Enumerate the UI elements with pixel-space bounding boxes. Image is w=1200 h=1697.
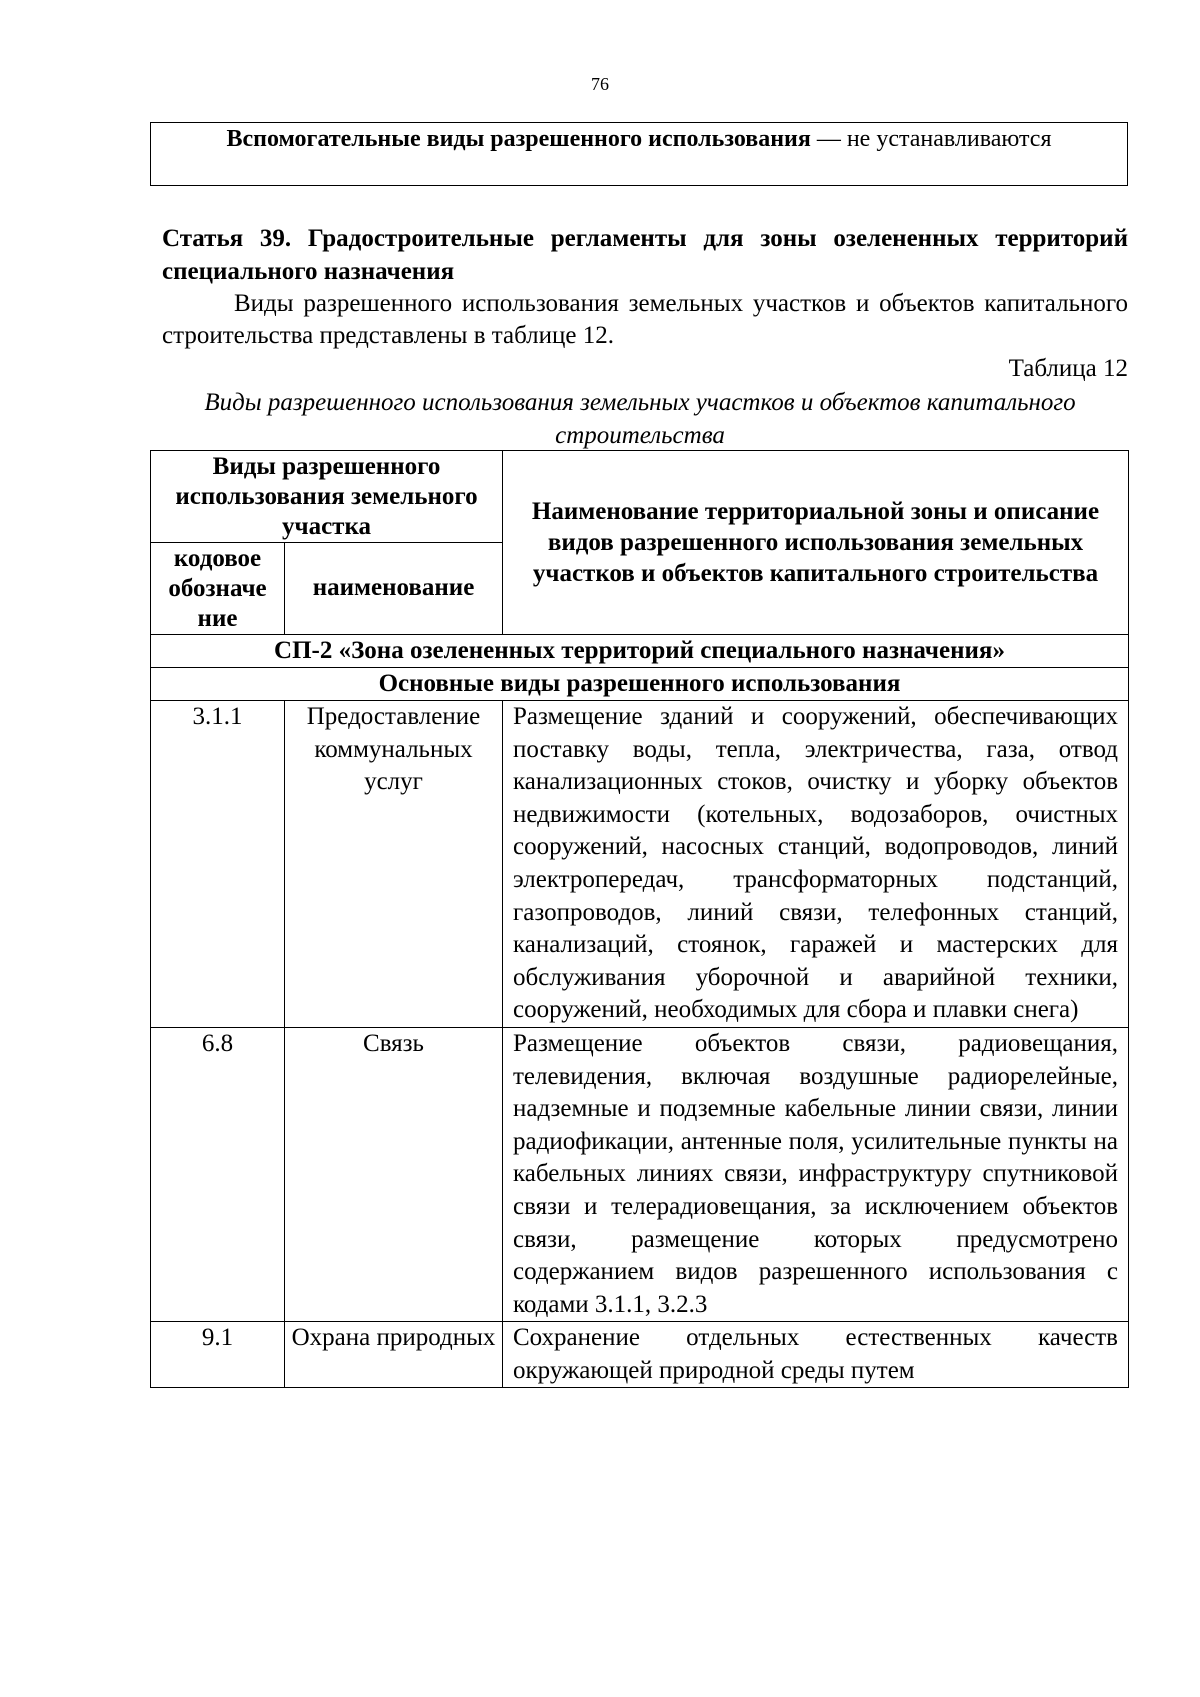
intro-paragraph: Виды разрешенного использования земельных участков и объектов капитального строительства представлены в таблице 12. [162, 290, 1128, 349]
row-description: Размещение зданий и сооружений, обеспечивающих поставку воды, тепла, электричества, газа, отвод канализационных стоков, очистку и уборку объектов недвижимости (котельных, водозаборов, очистных сооружений, насосных станций, водопроводов, линий электропередач, трансформаторных подстанций, газопроводов, линий связи, телефонных станций, канализаций, стоянок, гаражей и мастерских для обслуживания уборочной и аварийной техники, сооружений, необходимых для сбора и плавки снега) [503, 701, 1129, 1028]
row-code: 6.8 [151, 1027, 285, 1321]
auxiliary-uses-box [150, 122, 1128, 186]
header-group-cell: Виды разрешенного использования земельного участка [151, 451, 503, 543]
section-title-row [151, 668, 1129, 701]
table-header-row-1 [151, 451, 1129, 543]
row-description: Сохранение отдельных естественных качеств окружающей природной среды путем [503, 1322, 1129, 1388]
row-name: Предоставление коммунальных услуг [285, 701, 503, 1028]
table-row [151, 1027, 1129, 1321]
section-title: Основные виды разрешенного использования [151, 668, 1129, 701]
auxiliary-uses-label: Вспомогательные виды разрешенного использования [226, 126, 811, 152]
row-code: 3.1.1 [151, 701, 285, 1028]
article-title: Статья 39. Градостроительные регламенты для зоны озелененных территорий специального назначения [162, 225, 1128, 285]
header-description-cell: Наименование территориальной зоны и описание видов разрешенного использования земельных участков и объектов капитального строительства [503, 451, 1129, 635]
row-code: 9.1 [151, 1322, 285, 1388]
row-name: Связь [285, 1027, 503, 1321]
auxiliary-uses-value: — не устанавливаются [810, 126, 1052, 152]
row-description: Размещение объектов связи, радиовещания, телевидения, включая воздушные радиорелейные, надземные и подземные кабельные линии связи, линии радиофикации, антенные поля, усилительные пункты на кабельных линиях связи, инфраструктуру спутниковой связи и телерадиовещания, за исключением объектов связи, размещение которых предусмотрено содержанием видов разрешенного использования с кодами 3.1.1, 3.2.3 [503, 1027, 1129, 1321]
table-row [151, 701, 1129, 1028]
table-row [151, 1322, 1129, 1388]
page-number: 76 [591, 74, 609, 94]
row-name: Охрана природных [285, 1322, 503, 1388]
table-label: Таблица 12 [1008, 355, 1128, 382]
zone-title-row [151, 635, 1129, 668]
table-caption: Виды разрешенного использования земельных участков и объектов капитального строительства [204, 389, 1076, 449]
zone-title: СП-2 «Зона озелененных территорий специального назначения» [151, 635, 1129, 668]
permitted-uses-table [150, 450, 1129, 1388]
header-code-cell: кодовое обозначе ние [151, 543, 285, 635]
header-name-cell: наименование [285, 543, 503, 635]
